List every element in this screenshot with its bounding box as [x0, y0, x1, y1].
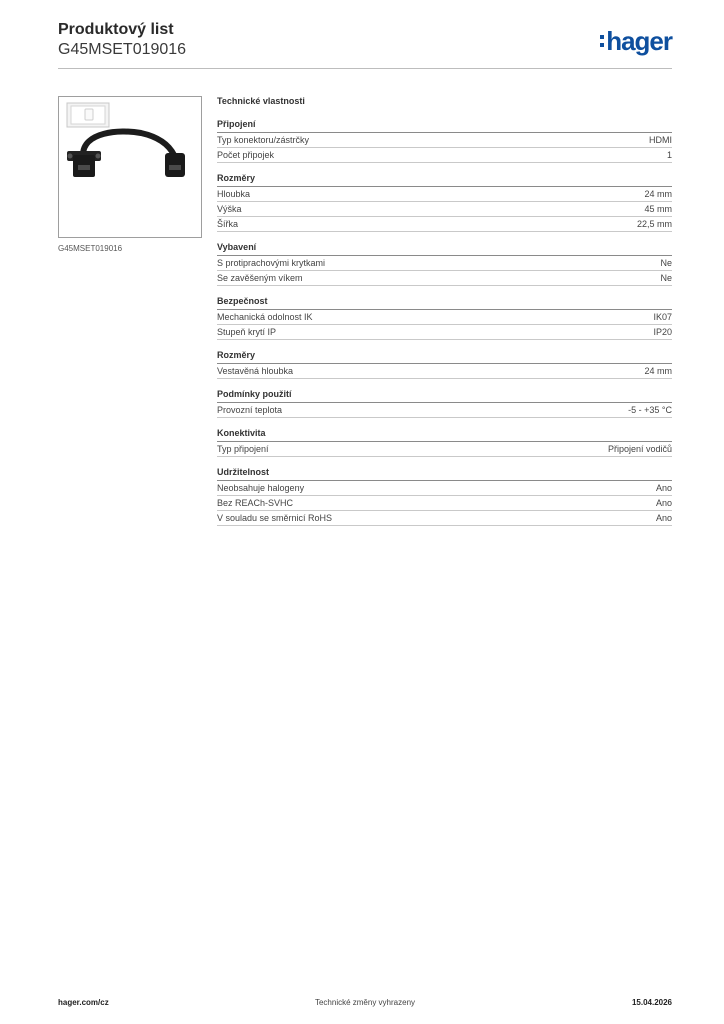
spec-value: Ano	[655, 513, 672, 523]
section-heading: Rozměry	[217, 349, 672, 364]
spec-row	[217, 364, 672, 379]
specs-title: Technické vlastnosti	[217, 96, 305, 106]
footer-notice: Technické změny vyhrazeny	[314, 998, 416, 1007]
page-footer	[58, 998, 672, 1010]
spec-row	[217, 310, 672, 325]
spec-row	[217, 271, 672, 286]
spec-row	[217, 511, 672, 526]
spec-label: Šířka	[217, 219, 239, 229]
spec-label: Neobsahuje halogeny	[217, 483, 305, 493]
spec-label: Typ konektoru/zástrčky	[217, 135, 310, 145]
spec-value: Ano	[655, 483, 672, 493]
spec-value: HDMI	[649, 135, 672, 145]
spec-section	[217, 172, 672, 232]
spec-value: 24 mm	[644, 189, 672, 199]
page-title: Produktový list	[58, 21, 174, 38]
spec-section	[217, 295, 672, 340]
spec-label: Provozní teplota	[217, 405, 283, 415]
section-heading: Bezpečnost	[217, 295, 672, 310]
section-heading: Konektivita	[217, 427, 672, 442]
spec-label: Vestavěná hloubka	[217, 366, 294, 376]
spec-label: Mechanická odolnost IK	[217, 312, 313, 322]
footer-date: 15.04.2026	[631, 998, 672, 1007]
spec-row	[217, 325, 672, 340]
spec-value: IK07	[653, 312, 672, 322]
spec-value: 1	[666, 150, 672, 160]
spec-section	[217, 466, 672, 526]
logo-text: hager	[606, 26, 672, 56]
spec-section	[217, 349, 672, 379]
spec-label: Bez REACh-SVHC	[217, 498, 294, 508]
technical-specs	[217, 96, 672, 535]
spec-row	[217, 403, 672, 418]
section-heading: Vybavení	[217, 241, 672, 256]
spec-row	[217, 481, 672, 496]
spec-row	[217, 202, 672, 217]
spec-row	[217, 442, 672, 457]
spec-row	[217, 496, 672, 511]
spec-label: Hloubka	[217, 189, 251, 199]
section-heading: Rozměry	[217, 172, 672, 187]
spec-value: 24 mm	[644, 366, 672, 376]
section-heading: Podmínky použití	[217, 388, 672, 403]
spec-value: Připojení vodičů	[607, 444, 672, 454]
spec-row	[217, 148, 672, 163]
section-heading: Udržitelnost	[217, 466, 672, 481]
spec-value: Ne	[660, 273, 672, 283]
spec-label: Výška	[217, 204, 242, 214]
logo-mark-icon	[600, 35, 604, 47]
spec-value: IP20	[653, 327, 672, 337]
spec-row	[217, 133, 672, 148]
spec-value: 22,5 mm	[636, 219, 672, 229]
spec-label: S protiprachovými krytkami	[217, 258, 326, 268]
spec-section	[217, 427, 672, 457]
spec-value: -5 - +35 °C	[628, 405, 672, 415]
image-caption: G45MSET019016	[58, 244, 123, 253]
spec-row	[217, 256, 672, 271]
hdmi-cable-illustration	[59, 97, 201, 237]
spec-label: V souladu se směrnicí RoHS	[217, 513, 333, 523]
spec-section	[217, 241, 672, 286]
spec-section	[217, 388, 672, 418]
spec-label: Počet připojek	[217, 150, 275, 160]
document-header	[58, 20, 186, 60]
website-link[interactable]: hager.com/cz	[58, 998, 109, 1007]
product-image	[58, 96, 202, 238]
product-code: G45MSET019016	[58, 41, 187, 58]
spec-row	[217, 187, 672, 202]
spec-label: Stupeň krytí IP	[217, 327, 277, 337]
hager-logo	[600, 26, 672, 56]
spec-value: Ne	[660, 258, 672, 268]
header-divider	[58, 68, 672, 69]
spec-label: Se zavěšeným víkem	[217, 273, 303, 283]
spec-value: Ano	[655, 498, 672, 508]
spec-label: Typ připojení	[217, 444, 269, 454]
spec-value: 45 mm	[644, 204, 672, 214]
spec-section	[217, 118, 672, 163]
spec-row	[217, 217, 672, 232]
section-heading: Připojení	[217, 118, 672, 133]
